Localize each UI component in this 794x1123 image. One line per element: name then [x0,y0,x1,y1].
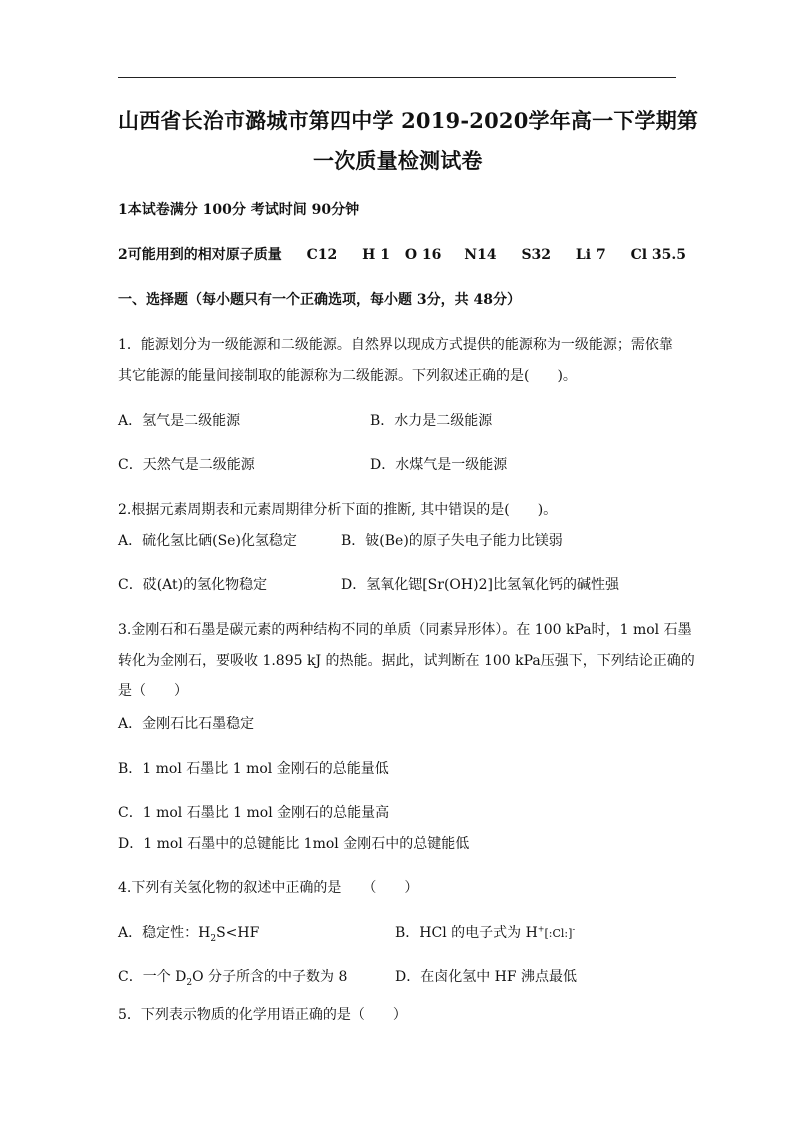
q1-stem-line2: 其它能源的能量间接制取的能源称为二级能源。下列叙述正确的是( )。 [118,368,577,384]
q4-option-a-suffix: S<HF [216,925,260,941]
q4-option-a [118,922,259,944]
q4-option-a-prefix: A．稳定性：H [118,925,211,941]
q3-option-c: C．1 mol 石墨比 1 mol 金刚石的总能量高 [118,805,390,821]
q3-option-a: A．金刚石比石墨稳定 [118,716,255,732]
q2-option-c: C．砹(At)的氢化物稳定 [118,577,268,593]
q4-option-b-prefix: B．HCl 的电子式为 H [395,925,538,941]
q4-option-b-superscript-minus: - [572,924,576,934]
exam-title-line2: 一次质量检测试卷 [313,148,483,173]
q2-option-a: A．硫化氢比硒(Se)化氢稳定 [118,533,297,549]
q1-option-c: C．天然气是二级能源 [118,457,255,473]
atomic-mass-cl: Cl 35.5 [630,247,686,263]
q4-option-b [395,922,575,942]
q1-option-d: D．水煤气是一级能源 [370,457,508,473]
header-rule [118,77,676,78]
q4-option-b-superscript-plus: + [537,924,545,934]
q4-option-a-subscript: 2 [210,933,217,944]
q2-option-d: D．氢氧化锶[Sr(OH)2]比氢氧化钙的碱性强 [341,577,619,593]
q1-option-b: B．水力是二级能源 [370,413,493,429]
atomic-mass-label: 2可能用到的相对原子质量 [118,247,282,263]
atomic-mass-o: O 16 [404,247,442,263]
exam-info-atomic-masses [118,244,686,264]
q5-stem: 5．下列表示物质的化学用语正确的是（ ） [118,1007,407,1023]
atomic-mass-h: H 1 [362,247,390,263]
q4-option-c [118,966,347,988]
q2-option-b: B．铍(Be)的原子失电子能力比镁弱 [341,533,563,549]
q3-stem-line2: 转化为金刚石，要吸收 1.895 kJ 的热能。据此，试判断在 100 kPa压强下，下列结论正确的 [118,653,695,669]
q4-option-b-electron-formula: [:Cl:] [544,927,573,940]
q3-stem-line3: 是（ ） [118,683,188,699]
q2-stem: 2.根据元素周期表和元素周期律分析下面的推断, 其中错误的是( )。 [118,502,558,518]
q3-option-b: B．1 mol 石墨比 1 mol 金刚石的总能量低 [118,761,389,777]
q1-option-a: A．氢气是二级能源 [118,413,241,429]
atomic-mass-c: C12 [306,247,338,263]
q3-stem-line1: 3.金刚石和石墨是碳元素的两种结构不同的单质（同素异形体）。在 100 kPa时，1 mol 石墨 [118,622,692,638]
q1-stem-line1: 1．能源划分为一级能源和二级能源。自然界以现成方式提供的能源称为一级能源；需依靠 [118,337,673,353]
atomic-mass-n: N14 [464,247,497,263]
section-heading-multiple-choice: 一、选择题（每小题只有一个正确选项，每小题 3分，共 48分） [118,292,521,308]
atomic-mass-s: S32 [521,247,552,263]
q4-option-c-suffix: O 分子所含的中子数为 8 [192,969,348,985]
atomic-mass-li: Li 7 [575,247,606,263]
q4-stem: 4.下列有关氢化物的叙述中正确的是 （ ） [118,880,419,896]
exam-title-line1: 山西省长治市潞城市第四中学 2019-2020学年高一下学期第 [118,108,699,133]
q4-option-c-subscript: 2 [186,977,193,988]
q4-option-d: D．在卤化氢中 HF 沸点最低 [395,969,578,985]
exam-info-score-time: 1本试卷满分 100分 考试时间 90分钟 [118,202,360,218]
q3-option-d: D．1 mol 石墨中的总键能比 1mol 金刚石中的总键能低 [118,836,470,852]
q4-option-c-prefix: C．一个 D [118,969,187,985]
